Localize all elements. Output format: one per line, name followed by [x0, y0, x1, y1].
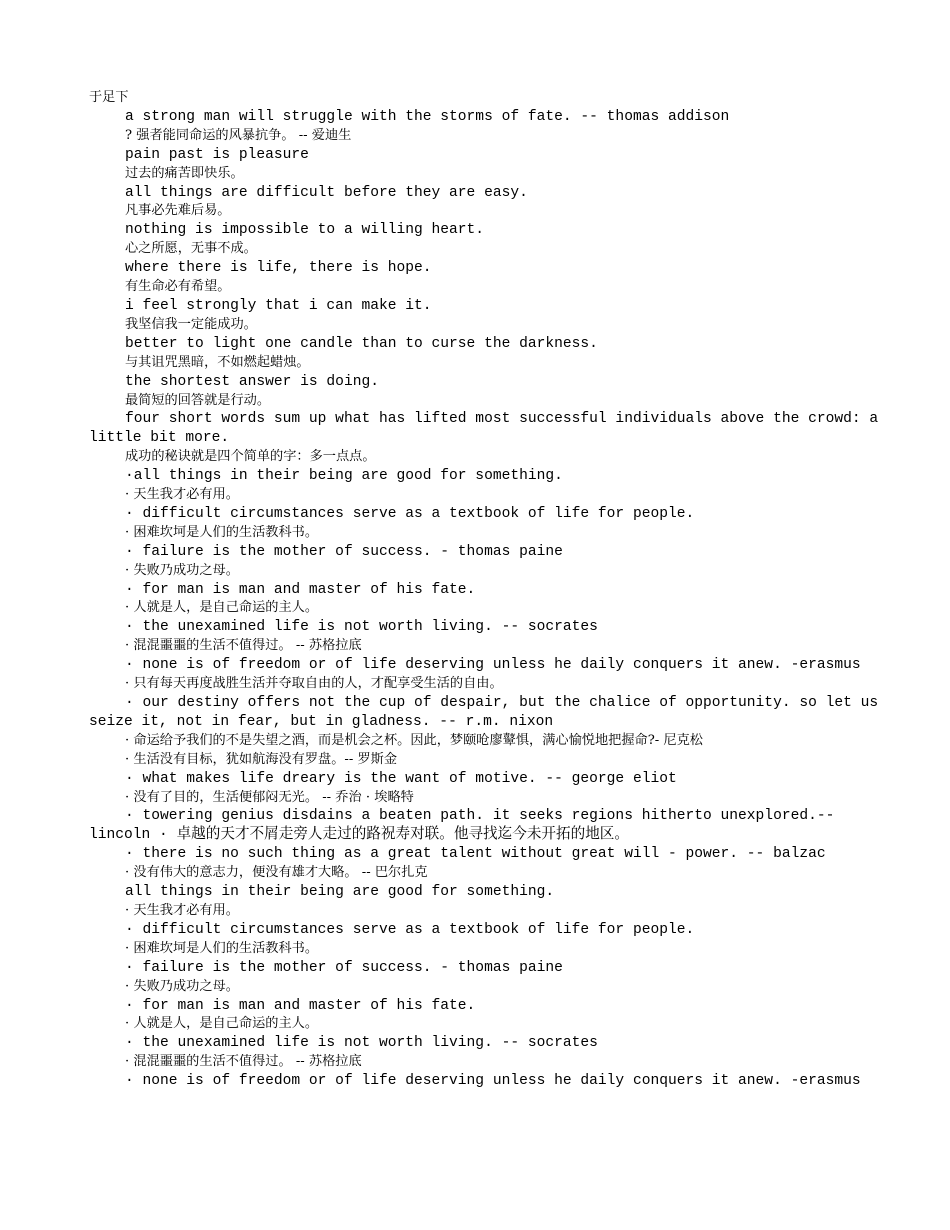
translation-line: 心之所愿，无事不成。 — [125, 241, 257, 257]
quote-line: all things in their being are good for something. — [125, 884, 555, 901]
quote-line: · difficult circumstances serve as a textbook of life for people. — [125, 505, 695, 522]
quote-line: a strong man will struggle with the storms of fate. -- thomas addison — [125, 108, 730, 125]
quote-line: where there is life, there is hope. — [125, 260, 432, 277]
translation-line: · 失败乃成功之母。 — [125, 978, 239, 994]
quote-line: · for man is man and master of his fate. — [125, 997, 476, 1014]
translation-line: · 只有每天再度战胜生活并夺取自由的人，才配享受生活的自由。 — [125, 676, 503, 692]
translation-line: 于足下 — [89, 90, 129, 105]
translation-line: · 混混噩噩的生活不值得过。 -- 苏格拉底 — [125, 1054, 362, 1070]
quote-line: · none is of freedom or of life deserving unless he daily conquers it anew. -erasmus — [125, 1073, 861, 1090]
translation-line: · 没有了目的，生活便郁闷无光。 -- 乔治 · 埃略特 — [125, 789, 414, 805]
quote-line: · our destiny offers not the cup of despair, but the chalice of opportunity. so let us seize it, not in fear, but in gladness. -- r.m. nixon — [89, 695, 887, 730]
quote-line: · towering genius disdains a beaten path. it seeks regions hitherto unexplored.-- lincoln · 卓越的天才不屑走旁人走过的路祝寿对联。他寻找迄今未开拓的地区。 — [89, 808, 844, 844]
translation-line: · 失败乃成功之母。 — [125, 562, 239, 578]
quote-line: i feel strongly that i can make it. — [125, 297, 432, 314]
translation-line: · 困难坎坷是人们的生活教科书。 — [125, 524, 319, 540]
translation-line: 与其诅咒黑暗，不如燃起蜡烛。 — [125, 354, 310, 370]
translation-line: · 命运给予我们的不是失望之酒，而是机会之杯。因此，梦颐呛廖鼙惧，满心愉悦地把握命?- 尼克松 — [125, 732, 703, 748]
quote-line: ·all things in their being are good for something. — [125, 468, 563, 485]
quote-line: · there is no such thing as a great talent without great will - power. -- balzac — [125, 846, 826, 863]
translation-line: · 人就是人，是自己命运的主人。 — [125, 600, 319, 616]
translation-line: · 天生我才必有用。 — [125, 902, 239, 918]
quote-line: · for man is man and master of his fate. — [125, 581, 476, 598]
translation-line: 我坚信我一定能成功。 — [125, 316, 257, 332]
quote-line: all things are difficult before they are easy. — [125, 184, 528, 201]
quote-line: nothing is impossible to a willing heart. — [125, 222, 485, 239]
translation-line: · 人就是人，是自己命运的主人。 — [125, 1016, 319, 1032]
translation-line: · 生活没有目标，犹如航海没有罗盘。-- 罗斯金 — [125, 751, 398, 767]
translation-line: · 混混噩噩的生活不值得过。 -- 苏格拉底 — [125, 638, 362, 654]
quote-line: · the unexamined life is not worth living. -- socrates — [125, 1035, 598, 1052]
quote-line: better to light one candle than to curse the darkness. — [125, 335, 598, 352]
translation-line: 成功的秘诀就是四个简单的字：多一点点。 — [125, 449, 376, 465]
quote-line: · none is of freedom or of life deserving unless he daily conquers it anew. -erasmus — [125, 657, 861, 674]
translation-line: 最简短的回答就是行动。 — [125, 392, 271, 408]
quote-line: · the unexamined life is not worth living. -- socrates — [125, 619, 598, 636]
quote-line: · failure is the mother of success. - thomas paine — [125, 959, 563, 976]
translation-line: · 没有伟大的意志力，便没有雄才大略。 -- 巴尔扎克 — [125, 865, 428, 881]
quote-line: pain past is pleasure — [125, 146, 309, 163]
quote-line: four short words sum up what has lifted most successful individuals above the crowd: a little bit more. — [89, 411, 887, 447]
translation-line: ? 强者能同命运的风暴抗争。 -- 爱迪生 — [125, 127, 352, 143]
translation-line: · 天生我才必有用。 — [125, 487, 239, 503]
quote-line: · failure is the mother of success. - thomas paine — [125, 543, 563, 560]
quote-line: · difficult circumstances serve as a textbook of life for people. — [125, 921, 695, 938]
translation-line: 凡事必先难后易。 — [125, 203, 231, 219]
quote-line: · what makes life dreary is the want of motive. -- george eliot — [125, 770, 677, 787]
translation-line: 有生命必有希望。 — [125, 279, 231, 295]
translation-line: · 困难坎坷是人们的生活教科书。 — [125, 940, 319, 956]
quote-line: the shortest answer is doing. — [125, 373, 379, 390]
translation-line: 过去的痛苦即快乐。 — [125, 165, 244, 181]
document-body — [89, 89, 887, 1091]
